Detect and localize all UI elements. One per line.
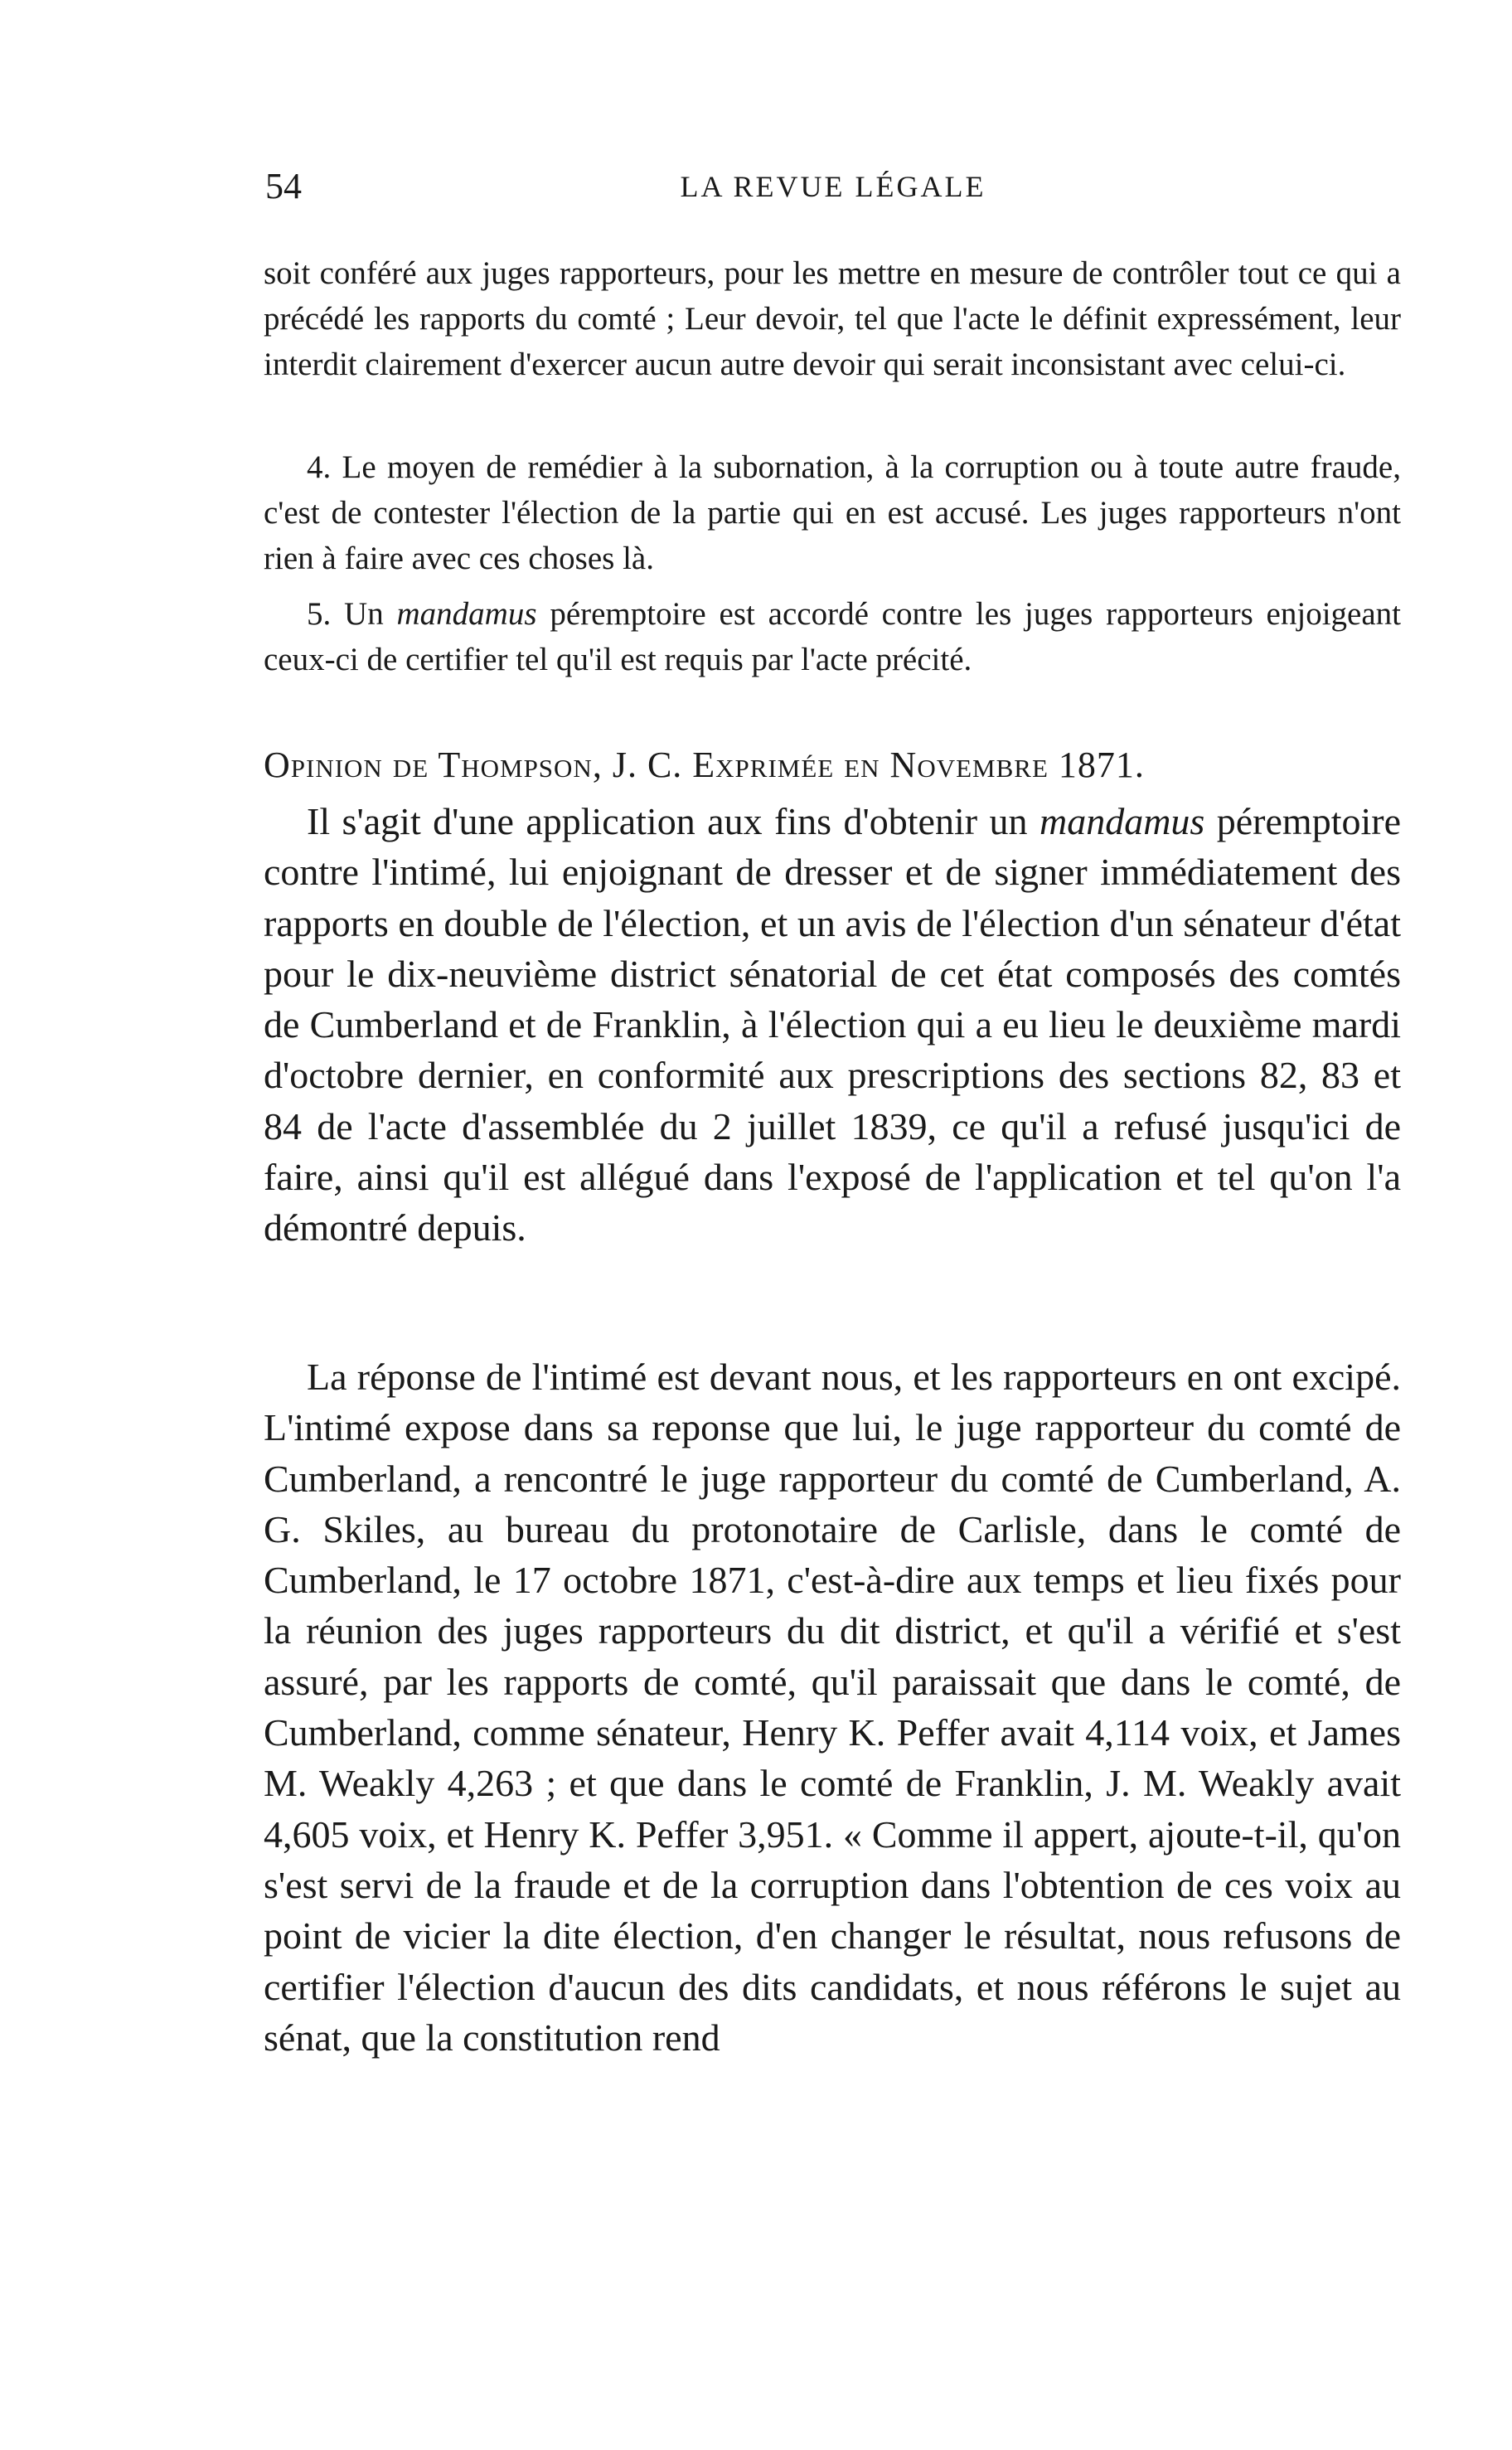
page-number: 54 [265, 166, 302, 206]
italic-term: mandamus [1039, 800, 1205, 842]
opinion-heading: Opinion de Thompson, J. C. Exprimée en Novembre 1871. [264, 745, 1145, 785]
summary-paragraph-4 [264, 444, 1401, 581]
summary-text [264, 591, 1401, 682]
opinion-paragraph-1 [264, 796, 1401, 1254]
summary-paragraph-3-end [264, 250, 1401, 387]
body-text [264, 796, 1401, 1254]
summary-text: 4. Le moyen de remédier à la subornation, à la corruption ou à toute autre fraude, c'est de contester l'élection de la partie qui en est accusé. Les juges rapporteurs n'ont rien à faire avec ces choses là. [264, 449, 1401, 576]
opinion-paragraph-2 [264, 1351, 1401, 2063]
body-text: La réponse de l'intimé est devant nous, et les rapporteurs en ont excipé. L'intimé expose dans sa reponse que lui, le juge rapporteur du comté de Cumberland, a rencontré le juge rapporteur du comté de Cumberland, A. G. Skiles, au bureau du protonotaire de Carlisle, dans le comté de Cumberland, le 17 octobre 1871, c'est-à-dire aux temps et lieu fixés pour la réunion des juges rapporteurs du dit district, et qu'il a vérifié et s'est assuré, par les rapports de comté, qu'il paraissait que dans le comté, de Cumberland, comme sénateur, Henry K. Peffer avait 4,114 voix, et James M. Weakly 4,263 ; et que dans le comté de Franklin, J. M. Weakly avait 4,605 voix, et Henry K. Peffer 3,951. « Comme il appert, ajoute-t-il, qu'on s'est servi de la fraude et de la corruption dans l'obtention de ces voix au point de vicier la dite élection, d'en changer le résultat, nous refusons de certifier l'élection d'aucun des dits candidats, et nous référons le sujet au sénat, que la constitution rend [264, 1356, 1401, 2059]
text-run: péremptoire est accordé contre les juges rapporteurs enjoigeant ceux-ci de certifier tel qu'il est requis par l'acte précité. [264, 596, 1401, 677]
summary-text: soit conféré aux juges rapporteurs, pour les mettre en mesure de contrôler tout ce qui a précédé les rapports du comté ; Leur devoir, tel que l'acte le définit expressément, leur interdit clairement d'exercer aucun autre devoir qui serait inconsistant avec celui-ci. [264, 255, 1401, 382]
text-run: Il s'agit d'une application aux fins d'obtenir un [307, 800, 1040, 842]
page-header [265, 162, 1401, 211]
running-head: LA REVUE LÉGALE [680, 170, 986, 203]
text-run: péremptoire contre l'intimé, lui enjoignant de dresser et de signer immédiatement des rapports en double de l'élection, et un avis de l'élection d'un sénateur d'état pour le dix-neuvième district sénatorial de cet état composés des comtés de Cumberland et de Franklin, à l'élection qui a eu lieu le deuxième mardi d'octobre dernier, en conformité aux prescriptions des sections 82, 83 et 84 de l'acte d'assemblée du 2 juillet 1839, ce qu'il a refusé jusqu'ici de faire, ainsi qu'il est allégué dans l'exposé de l'application et tel qu'on l'a démontré depuis. [264, 800, 1401, 1249]
summary-paragraph-5 [264, 591, 1401, 682]
text-run: 5. Un [307, 596, 397, 632]
italic-term: mandamus [396, 596, 537, 632]
